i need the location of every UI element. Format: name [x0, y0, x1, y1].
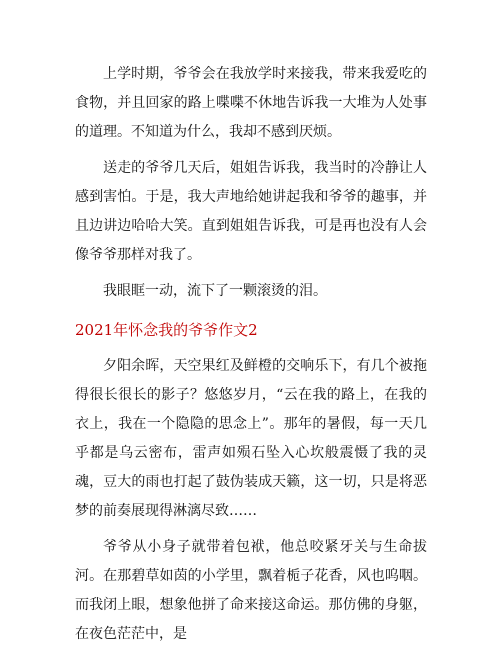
paragraph: 我眼眶一动，流下了一颗滚烫的泪。	[103, 283, 327, 299]
paragraph: 送走的爷爷几天后，姐姐告诉我，我当时的冷静让人感到害怕。于是，我大声地给她讲起我和爷爷的趣事，并且边讲边哈哈大笑。直到姐姐告诉我，可是再也没有人会像爷爷那样对我了。	[75, 160, 427, 263]
paragraph: 夕阳余晖，天空果红及鲜橙的交响乐下，有几个被拖得很长很长的影子？悠悠岁月，“云在我的路上，在我的衣上，我在一个隐隐的思念上”。那年的暑假，每一天几乎都是乌云密布，雷声如殒石坠入心坎般震慑了我的灵魂，豆大的雨也打起了鼓伪装成天籁，这一切，只是将恶梦的前奏展现得淋漓尽致……	[75, 358, 427, 519]
section-heading: 2021年怀念我的爷爷作文2	[75, 321, 258, 339]
paragraph: 上学时期，爷爷会在我放学时来接我，带来我爱吃的食物，并且回家的路上喋喋不休地告诉我一大堆为人处事的道理。不知道为什么，我却不感到厌烦。	[75, 66, 427, 140]
document-page	[75, 60, 427, 656]
paragraph: 爷爷从小身子就带着包袱，他总咬紧牙关与生命拔河。在那碧草如茵的小学里，飘着栀子花香，风也呜咽。而我闭上眼，想象他拼了命来接这命运。那仿佛的身躯，在夜色茫茫中，是	[75, 539, 427, 642]
